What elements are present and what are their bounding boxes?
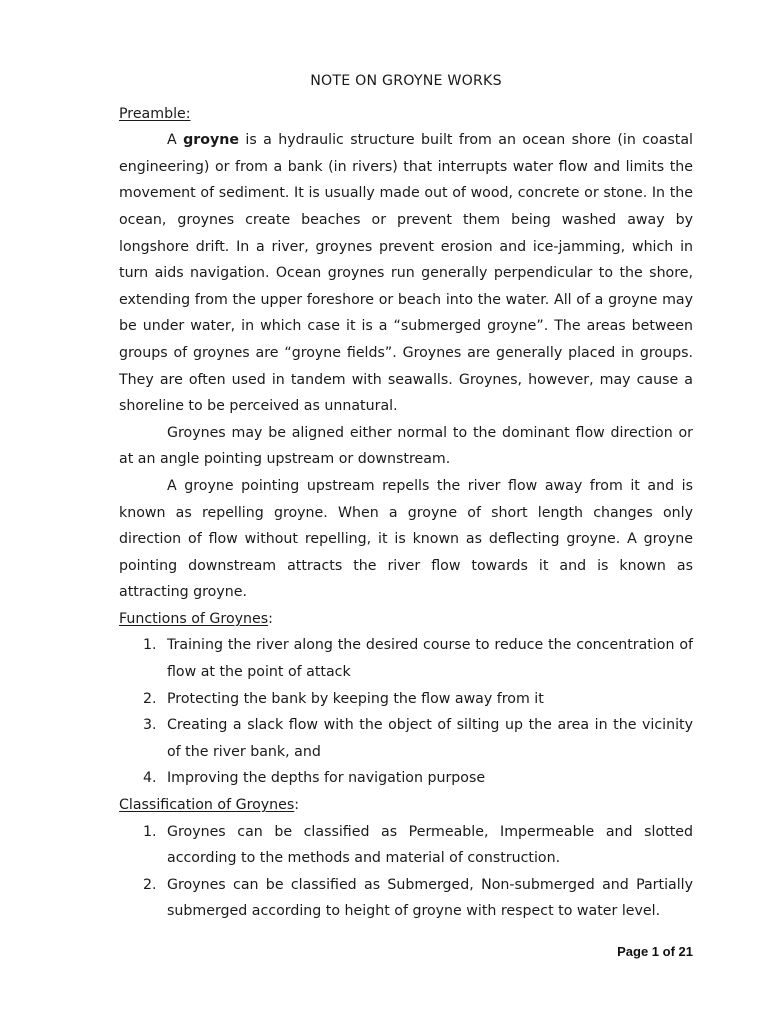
page-number: 1: [651, 944, 660, 959]
list-item: [119, 872, 693, 925]
page-footer: [617, 944, 693, 959]
list-item: [119, 765, 693, 792]
list-number: 2.: [143, 690, 157, 707]
classification-heading-text: Classification of Groynes: [119, 797, 295, 814]
list-item-text: Protecting the bank by keeping the flow away from it: [167, 690, 544, 707]
page-label: Page: [617, 944, 652, 959]
preamble-heading-text: Preamble:: [119, 105, 191, 122]
list-item-text: Improving the depths for navigation purpose: [167, 770, 486, 787]
list-item: [119, 819, 693, 872]
list-number: 3.: [143, 717, 157, 734]
functions-list: [119, 632, 693, 792]
functions-heading: [119, 606, 693, 633]
groyne-term: groyne: [183, 132, 239, 149]
classification-heading: [119, 792, 693, 819]
classification-heading-colon: :: [294, 797, 300, 814]
total-pages: 21: [678, 944, 693, 959]
list-item-text: Groynes can be classified as Submerged, Non-submerged and Partially submerged according to height of groyne with respect to water level.: [167, 876, 693, 920]
paragraph-definition: [119, 127, 693, 420]
document-content: [119, 68, 693, 925]
preamble-heading: [119, 101, 693, 128]
page-of-label: of: [659, 944, 679, 959]
list-number: 2.: [143, 876, 157, 893]
functions-heading-colon: :: [268, 610, 273, 627]
paragraph-definition-body: is a hydraulic structure built from an ocean shore (in coastal engineering) or from a bank (in rivers) that interrupts water flow and limits the movement of sediment. It is usually made out of wood, concrete or stone. In the ocean, groynes create beaches or prevent them being washed away by longshore drift. In a river, groynes prevent erosion and ice-jamming, which in turn aids navigation. Ocean groynes run generally perpendicular to the shore, extending from the upper foreshore or beach into the water. All of a groyne may be under water, in which case it is a “submerged groyne”. The areas between groups of groynes are “groyne fields”. Groynes are generally placed in groups. They are often used in tandem with seawalls. Groynes, however, may cause a shoreline to be perceived as unnatural.: [119, 132, 693, 415]
paragraph-definition-lead: A: [167, 132, 184, 149]
list-number: 1.: [143, 637, 157, 654]
list-item: [119, 686, 693, 713]
paragraph-alignment: Groynes may be aligned either normal to the dominant flow direction or at an angle pointing upstream or downstream.: [119, 424, 693, 468]
functions-heading-text: Functions of Groynes: [119, 610, 269, 627]
document-title: NOTE ON GROYNE WORKS: [310, 73, 502, 89]
classification-list: [119, 819, 693, 925]
paragraph-groyne-types: A groyne pointing upstream repells the river flow away from it and is known as repelling groyne. When a groyne of short length changes only direction of flow without repelling, it is known as deflecting groyne. A groyne pointing downstream attracts the river flow towards it and is known as attracting groyne.: [119, 477, 693, 601]
list-item-text: Training the river along the desired course to reduce the concentration of flow at the point of attack: [167, 637, 693, 681]
list-item-text: Creating a slack flow with the object of silting up the area in the vicinity of the river bank, and: [167, 717, 693, 760]
list-number: 4.: [143, 770, 157, 787]
list-item: [119, 712, 693, 765]
list-item: [119, 632, 693, 685]
list-number: 1.: [143, 823, 157, 840]
list-item-text: Groynes can be classified as Permeable, Impermeable and slotted according to the methods and material of construction.: [167, 823, 693, 867]
